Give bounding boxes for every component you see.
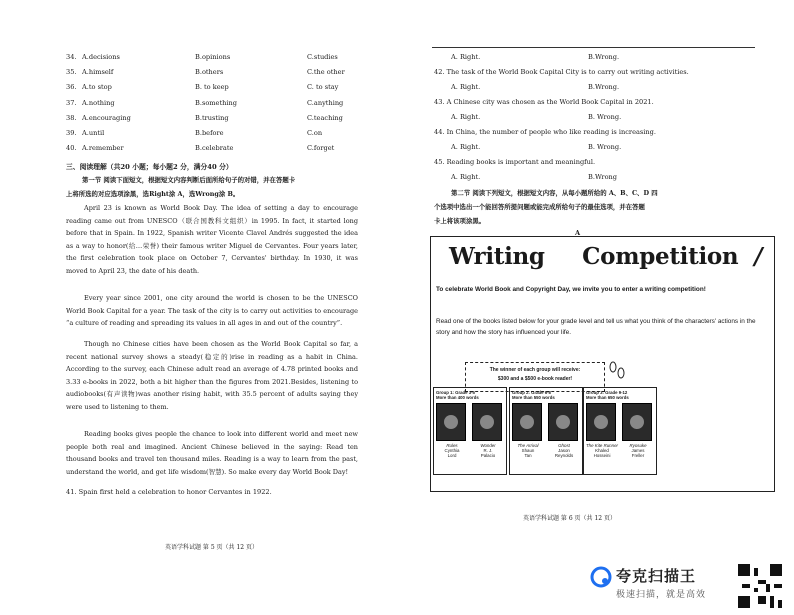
question-44: 44. In China, the number of people who like reading is increasing.	[434, 128, 656, 136]
q41-option-a: A. Right.	[451, 53, 481, 61]
book-group-2	[509, 387, 583, 475]
group-header-line1: Group 3: Grade 9-12	[586, 390, 628, 395]
book-cover-icon	[472, 403, 502, 441]
group-header-line2: More than 550 words	[512, 395, 555, 400]
option-b: B.others	[195, 68, 224, 77]
book-author: R. J.	[483, 448, 493, 453]
book-title: Ghost	[558, 443, 570, 448]
book-item	[586, 403, 618, 458]
option-b: B.before	[195, 129, 224, 137]
option-c: C.forget	[307, 144, 335, 153]
option-a: A.encouraging	[82, 113, 131, 122]
book-item	[622, 403, 654, 458]
q44-option-b: B. Wrong.	[588, 143, 622, 151]
book-cover-icon	[436, 403, 466, 441]
book-item	[436, 403, 468, 458]
brand-slogan: 极速扫描，就是高效	[616, 590, 707, 600]
group-header-line2: More than 650 words	[586, 395, 629, 400]
option-row	[66, 99, 366, 108]
book-author: Shaun	[521, 448, 535, 453]
poster-intro: To celebrate World Book and Copyright Day, we invite you to enter a writing competition!	[436, 286, 706, 293]
question-45: 45. Reading books is important and meaningful.	[434, 158, 596, 166]
section2-instruction-line2: 个选项中选出一个能回答所提问题或能完成所给句子的最佳选项，并在答题	[434, 203, 645, 211]
section1-instruction-line2: 上将所选的对应选项涂黑，选Right涂 A，选Wrong涂 B。	[66, 190, 240, 198]
poster-title-word1: Writing	[449, 243, 545, 270]
scanner-watermark	[590, 562, 790, 612]
book-item	[512, 403, 544, 458]
book-author: Cynthia	[444, 448, 460, 453]
passage-paragraph-4: Reading books gives people the chance to look into different world and meet new people both real and imagined. Ancient Chinese believed in the saying: Read ten thousand books and travel ten thousand miles. Reading is a way to learn from the past, understand the world, and get life wisdom(智慧). So make every day World Book Day!	[66, 430, 358, 476]
book-author: Jason	[558, 448, 570, 453]
passage-paragraph-3: Though no Chinese cities have been chosen as the World Book Capital so far, a recent national survey shows a steady(稳定的)rise in reading as a habit in China. According to the survey, each Chinese adult read an average of 4.78 printed books and 3.33 e-books in 2022, both a bit higher than the figures from 2021.Besides, listening to audiobooks(有声读物)was another rising habit, with 35.5 percent of adults saying they were used to listening to them.	[66, 340, 358, 411]
option-n: 37.	[66, 98, 77, 107]
section2-instruction-line3: 卡上将该项涂黑。	[434, 217, 486, 225]
question-43: 43. A Chinese city was chosen as the World Book Capital in 2021.	[434, 98, 654, 106]
prize-line2: $300 and a $500 e-book reader!	[497, 376, 573, 382]
option-a: A.until	[82, 129, 105, 137]
option-n: 38.	[66, 113, 77, 122]
book-cover-icon	[512, 403, 542, 441]
option-row	[66, 114, 366, 123]
option-c: C.anything	[307, 98, 344, 107]
option-row	[66, 129, 366, 138]
book-cover-icon	[622, 403, 652, 441]
option-a: A.himself	[82, 68, 114, 77]
option-n: 40.	[66, 144, 77, 153]
book-author: Reynolds	[554, 453, 574, 458]
q45-option-b: B.Wrong	[588, 173, 618, 181]
book-cover-icon	[548, 403, 578, 441]
option-n: 34.	[66, 53, 77, 61]
writing-competition-poster	[430, 236, 775, 492]
option-row	[66, 68, 366, 77]
book-author: Palacio	[480, 453, 496, 458]
footprints-icon	[607, 359, 627, 381]
passage-paragraph-1: April 23 is known as World Book Day. The idea of setting a day to encourage reading came out from UNESCO（联合国教科文组织）in 1995. In fact, it started long before that in Spain. In 1922, Spanish writer Vicente Clavel Andrés suggested the idea as a way to honor(给…荣誉) their famous writer Miguel de Cervantes. Four years later, the first celebration took place on October 7, Cervantes' birthday. In 1930, it was moved to April 23, the date of his death.	[66, 204, 358, 275]
option-b: B.opinions	[195, 53, 231, 61]
q41-option-b: B.Wrong.	[588, 53, 620, 61]
section2-instruction-line1: 第二节 阅读下列短文，根据短文内容，从每小题所给的 A、B、C、D 四	[451, 189, 658, 197]
option-a: A.to stop	[82, 83, 112, 92]
option-b: B. to keep	[195, 83, 229, 92]
option-a: A.decisions	[82, 53, 120, 61]
q43-option-b: B. Wrong.	[588, 113, 622, 121]
book-title: The Kite Runner	[586, 443, 618, 448]
scanner-logo-icon	[590, 566, 612, 588]
book-item	[472, 403, 504, 458]
book-item	[548, 403, 580, 458]
book-cover-icon	[586, 403, 616, 441]
option-c: C. to stay	[307, 83, 339, 92]
qr-code-icon	[738, 564, 782, 608]
poster-body: Read one of the books listed below for your grade level and tell us what you think of the characters' actions in the story and how the story has influenced your life.	[436, 318, 756, 336]
question-42: 42. The task of the World Book Capital City is to carry out writing activities.	[434, 68, 689, 76]
option-a: A.nothing	[82, 98, 115, 107]
prize-line1: The winner of each group will receive:	[489, 367, 581, 373]
question-41: 41. Spain first held a celebration to honor Cervantes in 1922.	[66, 488, 272, 496]
passage-label: A	[575, 229, 581, 237]
book-author: Lord	[447, 453, 457, 458]
top-rule	[432, 47, 755, 48]
book-author: Hosseini	[593, 453, 611, 458]
page-footer-left: 英语学科试题 第 5 页（共 12 页）	[165, 544, 258, 551]
book-title: The Arrival	[517, 443, 539, 448]
poster-title-word2: Competition	[582, 243, 739, 270]
passage-paragraph-2: Every year since 2001, one city around the world is chosen to be the UNESCO World Book Capital for a year. The task of the city is to carry out activities to encourage “a culture of reading and spreading its values in all ages in and out of the country”.	[66, 294, 358, 328]
option-a: A.remember	[82, 144, 124, 153]
book-title: Wonder	[480, 443, 496, 448]
group-header-line1: Group 2: Grade 6-8	[512, 390, 551, 395]
book-title: Rules	[446, 443, 458, 448]
option-c: C.teaching	[307, 113, 343, 122]
book-author: James	[631, 448, 645, 453]
book-group-3	[583, 387, 657, 475]
book-title: Ryosuke	[629, 443, 647, 448]
option-n: 36.	[66, 83, 77, 92]
option-n: 39.	[66, 129, 77, 137]
book-author: Freller	[631, 453, 645, 458]
brand-name: 夸克扫描王	[616, 567, 697, 585]
book-author: Tan	[524, 453, 532, 458]
option-row	[66, 83, 366, 92]
group-header-line2: More than 400 words	[436, 395, 479, 400]
option-row	[66, 144, 366, 153]
book-author: Khaled	[595, 448, 609, 453]
option-c: C.the other	[307, 68, 345, 77]
q42-option-b: B.Wrong.	[588, 83, 620, 91]
option-c: C.studies	[307, 53, 338, 61]
option-row	[66, 53, 366, 62]
option-n: 35.	[66, 68, 77, 77]
q45-option-a: A. Right.	[451, 173, 481, 181]
book-group-1	[433, 387, 507, 475]
option-b: B.celebrate	[195, 144, 234, 153]
option-c: C.on	[307, 129, 323, 137]
section1-instruction-line1: 第一节 阅读下面短文，根据短文内容判断后面所给句子的对错，并在答题卡	[82, 176, 296, 184]
q43-option-a: A. Right.	[451, 113, 481, 121]
poster-title-mark: /	[754, 243, 763, 270]
page-footer-right: 英语学科试题 第 6 页（共 12 页）	[523, 515, 616, 522]
option-b: B.trusting	[195, 113, 229, 122]
section-heading: 三、阅读理解（共20 小题；每小题2 分，满分40 分）	[66, 163, 233, 171]
poster-title	[449, 243, 762, 270]
option-b: B.something	[195, 98, 237, 107]
q42-option-a: A. Right.	[451, 83, 481, 91]
q44-option-a: A. Right.	[451, 143, 481, 151]
group-header-line1: Group 1: Grade 3-5	[436, 390, 475, 395]
